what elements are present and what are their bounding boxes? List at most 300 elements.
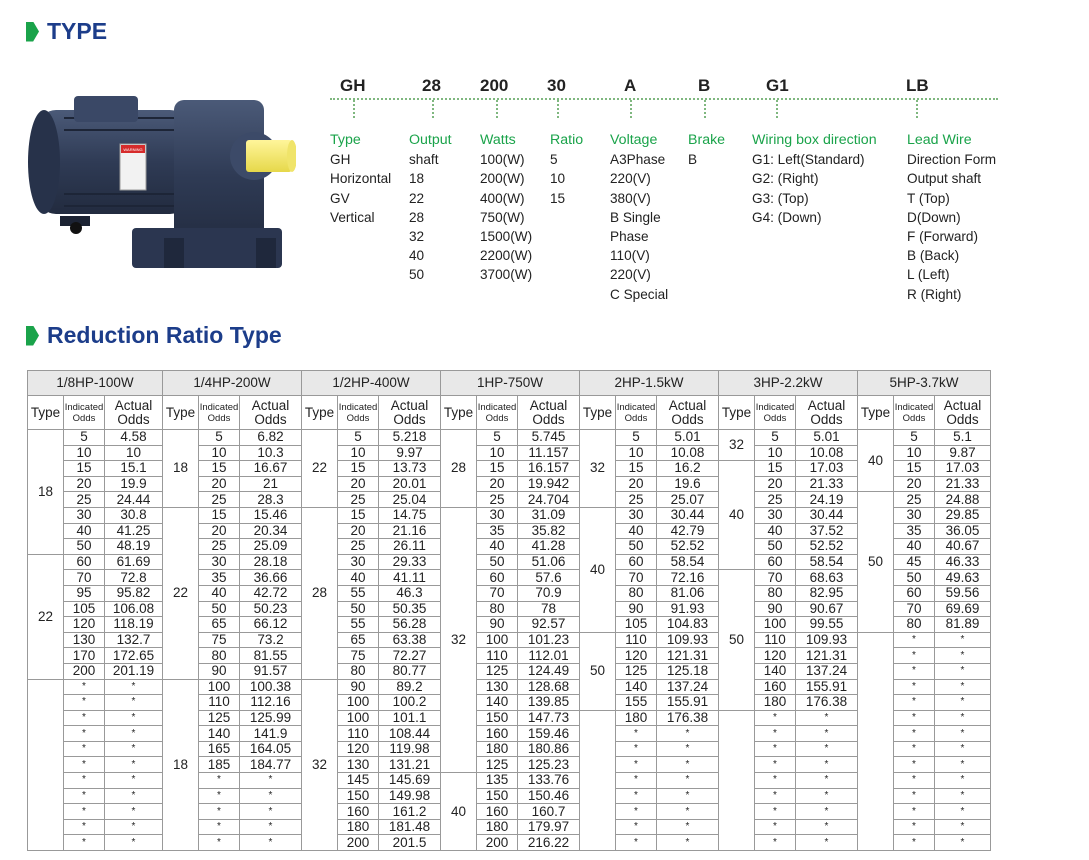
indicated-odds-cell: 155 (616, 695, 657, 711)
indicated-odds-cell: 20 (199, 523, 240, 539)
indicated-odds-cell: 25 (338, 539, 379, 555)
indicated-odds-cell: 25 (894, 492, 935, 508)
code-part-ratio: 30 (547, 76, 566, 95)
actual-odds-cell: * (935, 835, 991, 851)
hp-header: 5HP-3.7kW (858, 371, 991, 396)
type-cell: 50 (858, 492, 894, 632)
legend-line: Vertical (330, 209, 375, 225)
indicated-odds-cell: 40 (755, 523, 796, 539)
type-cell: 40 (858, 430, 894, 492)
indicated-odds-cell: 45 (894, 554, 935, 570)
actual-odds-cell: * (796, 835, 858, 851)
indicated-odds-cell: 25 (755, 492, 796, 508)
legend-line: F (Forward) (907, 229, 978, 245)
actual-odds-cell: 21.33 (796, 476, 858, 492)
indicated-odds-cell: 40 (616, 523, 657, 539)
legend-line: L (Left) (907, 267, 950, 283)
type-cell: 32 (580, 430, 616, 508)
legend-line: 1500(W) (480, 229, 533, 245)
indicated-odds-cell: * (894, 835, 935, 851)
actual-odds-cell: * (105, 835, 163, 851)
indicated-odds-cell: 50 (616, 539, 657, 555)
indicated-odds-cell: 15 (199, 507, 240, 523)
actual-odds-cell: 184.77 (240, 757, 302, 773)
indicated-odds-cell: * (616, 757, 657, 773)
actual-odds-cell: 81.55 (240, 648, 302, 664)
type-cell (858, 632, 894, 850)
sub-header-indicated: Indicated Odds (894, 396, 935, 430)
actual-odds-cell: * (796, 788, 858, 804)
legend-line: G1: Left(Standard) (752, 152, 865, 168)
indicated-odds-cell: 100 (755, 617, 796, 633)
actual-odds-cell: 137.24 (796, 663, 858, 679)
indicated-odds-cell: 40 (199, 585, 240, 601)
indicated-odds-cell: 110 (755, 632, 796, 648)
indicated-odds-cell: 100 (477, 632, 518, 648)
code-part-brake: B (698, 76, 711, 95)
actual-odds-cell: 155.91 (657, 695, 719, 711)
indicated-odds-cell: 120 (338, 741, 379, 757)
indicated-odds-cell: 5 (755, 430, 796, 446)
indicated-odds-cell: 75 (199, 632, 240, 648)
indicated-odds-cell: 150 (477, 710, 518, 726)
legend-line: R (Right) (907, 286, 962, 302)
type-cell: 32 (302, 679, 338, 851)
type-title-text: TYPE (47, 18, 108, 44)
actual-odds-cell: 5.218 (379, 430, 441, 446)
indicated-odds-cell: 140 (477, 695, 518, 711)
actual-odds-cell: * (935, 663, 991, 679)
type-cell: 18 (163, 430, 199, 508)
legend-header-brake: Brake (688, 132, 726, 148)
indicated-odds-cell: * (64, 835, 105, 851)
legend-line: 5 (550, 152, 558, 168)
actual-odds-cell: 15.46 (240, 507, 302, 523)
indicated-odds-cell: 5 (616, 430, 657, 446)
indicated-odds-cell: 125 (477, 663, 518, 679)
sub-header-indicated: Indicated Odds (199, 396, 240, 430)
indicated-odds-cell: 35 (477, 523, 518, 539)
actual-odds-cell: 176.38 (796, 695, 858, 711)
sub-header-type: Type (28, 396, 64, 430)
legend-line: 10 (550, 171, 566, 187)
type-cell: 22 (302, 430, 338, 508)
actual-odds-cell: 125.18 (657, 663, 719, 679)
actual-odds-cell: 72.8 (105, 570, 163, 586)
indicated-odds-cell: 50 (755, 539, 796, 555)
actual-odds-cell: 15.1 (105, 461, 163, 477)
indicated-odds-cell: * (894, 632, 935, 648)
actual-odds-cell: 37.52 (796, 523, 858, 539)
indicated-odds-cell: 70 (477, 585, 518, 601)
actual-odds-cell: 124.49 (518, 663, 580, 679)
actual-odds-cell: 139.85 (518, 695, 580, 711)
indicated-odds-cell: 130 (338, 757, 379, 773)
indicated-odds-cell: 200 (338, 835, 379, 851)
actual-odds-cell: 50.35 (379, 601, 441, 617)
legend-line: Horizontal (330, 171, 392, 187)
indicated-odds-cell: 15 (894, 461, 935, 477)
legend-col-ratio (550, 131, 583, 208)
actual-odds-cell: 9.87 (935, 445, 991, 461)
actual-odds-cell: 160.7 (518, 804, 580, 820)
indicated-odds-cell: 135 (477, 773, 518, 789)
actual-odds-cell: * (796, 710, 858, 726)
indicated-odds-cell: 30 (755, 507, 796, 523)
actual-odds-cell: 91.93 (657, 601, 719, 617)
actual-odds-cell: * (240, 819, 302, 835)
indicated-odds-cell: 90 (755, 601, 796, 617)
indicated-odds-cell: * (199, 835, 240, 851)
indicated-odds-cell: * (616, 773, 657, 789)
indicated-odds-cell: * (616, 804, 657, 820)
legend-line: A3Phase (610, 152, 666, 168)
actual-odds-cell: 10.3 (240, 445, 302, 461)
legend-header-ratio: Ratio (550, 132, 584, 148)
indicated-odds-cell: * (64, 679, 105, 695)
indicated-odds-cell: 105 (64, 601, 105, 617)
actual-odds-cell: * (105, 804, 163, 820)
actual-odds-cell: * (657, 741, 719, 757)
indicated-odds-cell: 90 (199, 663, 240, 679)
indicated-odds-cell: * (755, 788, 796, 804)
legend-line: 3700(W) (480, 267, 533, 283)
indicated-odds-cell: 160 (477, 726, 518, 742)
actual-odds-cell: 100.2 (379, 695, 441, 711)
indicated-odds-cell: 5 (894, 430, 935, 446)
code-tick (916, 100, 918, 118)
legend-line: Direction Form (907, 152, 997, 168)
type-cell (28, 679, 64, 851)
legend-line: 2200(W) (480, 248, 533, 264)
indicated-odds-cell: 40 (64, 523, 105, 539)
indicated-odds-cell: 105 (616, 617, 657, 633)
actual-odds-cell: 10 (105, 445, 163, 461)
actual-odds-cell: 14.75 (379, 507, 441, 523)
actual-odds-cell: 11.157 (518, 445, 580, 461)
indicated-odds-cell: 170 (64, 648, 105, 664)
legend-header-type: Type (330, 132, 361, 148)
actual-odds-cell: * (657, 804, 719, 820)
actual-odds-cell: * (105, 741, 163, 757)
legend-line: T (Top) (907, 190, 950, 206)
legend-line: 15 (550, 190, 566, 206)
actual-odds-cell: 82.95 (796, 585, 858, 601)
hp-header: 2HP-1.5kW (580, 371, 719, 396)
indicated-odds-cell: 180 (477, 819, 518, 835)
indicated-odds-cell: 30 (64, 507, 105, 523)
actual-odds-cell: 5.01 (657, 430, 719, 446)
indicated-odds-cell: 15 (338, 507, 379, 523)
sub-header-type: Type (719, 396, 755, 430)
actual-odds-cell: 41.28 (518, 539, 580, 555)
indicated-odds-cell: 30 (894, 507, 935, 523)
actual-odds-cell: 17.03 (796, 461, 858, 477)
sub-header-actual: Actual Odds (240, 396, 302, 430)
actual-odds-cell: * (796, 773, 858, 789)
indicated-odds-cell: * (894, 695, 935, 711)
type-cell (719, 710, 755, 850)
actual-odds-cell: * (796, 804, 858, 820)
indicated-odds-cell: 10 (616, 445, 657, 461)
actual-odds-cell: 125.99 (240, 710, 302, 726)
indicated-odds-cell: 5 (477, 430, 518, 446)
actual-odds-cell: 30.44 (657, 507, 719, 523)
legend-line: 380(V) (610, 190, 651, 206)
indicated-odds-cell: 80 (338, 663, 379, 679)
indicated-odds-cell: 20 (338, 523, 379, 539)
indicated-odds-cell: 70 (64, 570, 105, 586)
actual-odds-cell: * (105, 726, 163, 742)
indicated-odds-cell: 20 (894, 476, 935, 492)
sub-header-actual: Actual Odds (657, 396, 719, 430)
legend-line: B Single (610, 209, 661, 225)
actual-odds-cell: * (935, 648, 991, 664)
actual-odds-cell: 68.63 (796, 570, 858, 586)
indicated-odds-cell: 180 (616, 710, 657, 726)
indicated-odds-cell: * (199, 788, 240, 804)
actual-odds-cell: 28.3 (240, 492, 302, 508)
indicated-odds-cell: 140 (199, 726, 240, 742)
indicated-odds-cell: 120 (64, 617, 105, 633)
type-cell: 50 (719, 570, 755, 710)
actual-odds-cell: 57.6 (518, 570, 580, 586)
code-tick (496, 100, 498, 118)
actual-odds-cell: 172.65 (105, 648, 163, 664)
actual-odds-cell: * (796, 757, 858, 773)
indicated-odds-cell: 50 (199, 601, 240, 617)
code-tick (557, 100, 559, 118)
actual-odds-cell: 46.3 (379, 585, 441, 601)
actual-odds-cell: * (105, 773, 163, 789)
actual-odds-cell: * (105, 695, 163, 711)
actual-odds-cell: 141.9 (240, 726, 302, 742)
legend-line: 18 (409, 171, 425, 187)
indicated-odds-cell: 50 (64, 539, 105, 555)
actual-odds-cell: 63.38 (379, 632, 441, 648)
indicated-odds-cell: 60 (64, 554, 105, 570)
indicated-odds-cell: 35 (894, 523, 935, 539)
actual-odds-cell: 104.83 (657, 617, 719, 633)
legend-header-output: Output (409, 132, 452, 148)
actual-odds-cell: 42.72 (240, 585, 302, 601)
actual-odds-cell: 51.06 (518, 554, 580, 570)
sub-header-type: Type (302, 396, 338, 430)
legend-col-type (330, 131, 391, 227)
code-part-lead: LB (906, 76, 929, 95)
actual-odds-cell: * (240, 788, 302, 804)
indicated-odds-cell: 80 (755, 585, 796, 601)
actual-odds-cell: * (657, 788, 719, 804)
type-cell: 28 (302, 507, 338, 679)
actual-odds-cell: 118.19 (105, 617, 163, 633)
actual-odds-cell: 16.67 (240, 461, 302, 477)
sub-header-indicated: Indicated Odds (338, 396, 379, 430)
indicated-odds-cell: 25 (616, 492, 657, 508)
actual-odds-cell: 4.58 (105, 430, 163, 446)
code-tick (630, 100, 632, 118)
indicated-odds-cell: 5 (64, 430, 105, 446)
legend-line: G4: (Down) (752, 209, 822, 225)
code-tick (432, 100, 434, 118)
actual-odds-cell: 42.79 (657, 523, 719, 539)
legend-line: C Special (610, 286, 669, 302)
actual-odds-cell: 70.9 (518, 585, 580, 601)
actual-odds-cell: 26.11 (379, 539, 441, 555)
model-code-divider (330, 98, 998, 100)
actual-odds-cell: 81.89 (935, 617, 991, 633)
actual-odds-cell: 25.07 (657, 492, 719, 508)
actual-odds-cell: 6.82 (240, 430, 302, 446)
legend-line: Output shaft (907, 171, 982, 187)
reduction-ratio-table (27, 370, 991, 851)
actual-odds-cell: 121.31 (657, 648, 719, 664)
ratio-section-title (26, 322, 282, 349)
actual-odds-cell: 29.85 (935, 507, 991, 523)
actual-odds-cell: 109.93 (657, 632, 719, 648)
actual-odds-cell: 24.704 (518, 492, 580, 508)
sub-header-actual: Actual Odds (935, 396, 991, 430)
legend-line: 22 (409, 190, 425, 206)
actual-odds-cell: 21 (240, 476, 302, 492)
actual-odds-cell: 28.18 (240, 554, 302, 570)
actual-odds-cell: 73.2 (240, 632, 302, 648)
actual-odds-cell: 108.44 (379, 726, 441, 742)
actual-odds-cell: * (657, 726, 719, 742)
type-cell (580, 710, 616, 850)
actual-odds-cell: 46.33 (935, 554, 991, 570)
indicated-odds-cell: 10 (755, 445, 796, 461)
actual-odds-cell: 21.16 (379, 523, 441, 539)
actual-odds-cell: * (105, 679, 163, 695)
actual-odds-cell: * (657, 757, 719, 773)
actual-odds-cell: 58.54 (657, 554, 719, 570)
table-row (28, 507, 991, 523)
actual-odds-cell: 5.01 (796, 430, 858, 446)
indicated-odds-cell: * (894, 757, 935, 773)
indicated-odds-cell: * (616, 788, 657, 804)
indicated-odds-cell: 110 (338, 726, 379, 742)
indicated-odds-cell: 60 (616, 554, 657, 570)
actual-odds-cell: * (240, 835, 302, 851)
indicated-odds-cell: 50 (338, 601, 379, 617)
actual-odds-cell: * (105, 710, 163, 726)
legend-line: 110(V) (610, 248, 650, 264)
actual-odds-cell: 201.5 (379, 835, 441, 851)
sub-header-indicated: Indicated Odds (755, 396, 796, 430)
actual-odds-cell: 5.1 (935, 430, 991, 446)
type-cell: 22 (163, 507, 199, 679)
table-row (28, 679, 991, 695)
legend-line: G2: (Right) (752, 171, 819, 187)
indicated-odds-cell: 120 (616, 648, 657, 664)
sub-header-type: Type (858, 396, 894, 430)
indicated-odds-cell: 40 (477, 539, 518, 555)
sub-header-type: Type (163, 396, 199, 430)
actual-odds-cell: 31.09 (518, 507, 580, 523)
indicated-odds-cell: 140 (616, 679, 657, 695)
actual-odds-cell: 41.11 (379, 570, 441, 586)
indicated-odds-cell: 15 (338, 461, 379, 477)
indicated-odds-cell: * (894, 819, 935, 835)
actual-odds-cell: * (935, 726, 991, 742)
actual-odds-cell: 72.16 (657, 570, 719, 586)
type-cell: 50 (580, 632, 616, 710)
gear-motor-image (24, 88, 296, 284)
actual-odds-cell: * (657, 773, 719, 789)
actual-odds-cell: 145.69 (379, 773, 441, 789)
code-tick (353, 100, 355, 118)
actual-odds-cell: 159.46 (518, 726, 580, 742)
actual-odds-cell: * (105, 819, 163, 835)
hp-header: 3HP-2.2kW (719, 371, 858, 396)
indicated-odds-cell: * (755, 835, 796, 851)
indicated-odds-cell: 110 (616, 632, 657, 648)
actual-odds-cell: 9.97 (379, 445, 441, 461)
sub-header-indicated: Indicated Odds (616, 396, 657, 430)
indicated-odds-cell: * (64, 804, 105, 820)
indicated-odds-cell: * (64, 788, 105, 804)
indicated-odds-cell: 90 (616, 601, 657, 617)
actual-odds-cell: 201.19 (105, 663, 163, 679)
legend-line: shaft (409, 152, 439, 168)
actual-odds-cell: 90.67 (796, 601, 858, 617)
actual-odds-cell: 132.7 (105, 632, 163, 648)
indicated-odds-cell: 30 (338, 554, 379, 570)
hp-header-row (28, 371, 991, 396)
indicated-odds-cell: * (64, 757, 105, 773)
indicated-odds-cell: 30 (616, 507, 657, 523)
indicated-odds-cell: * (755, 757, 796, 773)
actual-odds-cell: 48.19 (105, 539, 163, 555)
type-cell: 28 (441, 430, 477, 508)
actual-odds-cell: 216.22 (518, 835, 580, 851)
indicated-odds-cell: 50 (894, 570, 935, 586)
indicated-odds-cell: * (616, 819, 657, 835)
table-row (28, 430, 991, 446)
indicated-odds-cell: * (199, 773, 240, 789)
indicated-odds-cell: 140 (755, 663, 796, 679)
actual-odds-cell: 137.24 (657, 679, 719, 695)
indicated-odds-cell: 60 (755, 554, 796, 570)
legend-col-wiring-box (752, 131, 877, 227)
indicated-odds-cell: * (894, 726, 935, 742)
indicated-odds-cell: 15 (64, 461, 105, 477)
indicated-odds-cell: * (755, 726, 796, 742)
actual-odds-cell: 24.88 (935, 492, 991, 508)
indicated-odds-cell: 65 (199, 617, 240, 633)
indicated-odds-cell: 15 (616, 461, 657, 477)
indicated-odds-cell: 5 (199, 430, 240, 446)
indicated-odds-cell: 100 (199, 679, 240, 695)
indicated-odds-cell: 100 (338, 710, 379, 726)
type-section-title (26, 18, 107, 45)
actual-odds-cell: 24.19 (796, 492, 858, 508)
actual-odds-cell: * (935, 695, 991, 711)
actual-odds-cell: * (935, 710, 991, 726)
indicated-odds-cell: 40 (894, 539, 935, 555)
indicated-odds-cell: 65 (338, 632, 379, 648)
legend-col-watts (480, 131, 532, 285)
actual-odds-cell: 13.73 (379, 461, 441, 477)
indicated-odds-cell: 70 (755, 570, 796, 586)
actual-odds-cell: 19.6 (657, 476, 719, 492)
actual-odds-cell: 89.2 (379, 679, 441, 695)
indicated-odds-cell: 25 (64, 492, 105, 508)
legend-line: B (Back) (907, 248, 960, 264)
type-cell: 18 (28, 430, 64, 555)
actual-odds-cell: 91.57 (240, 663, 302, 679)
